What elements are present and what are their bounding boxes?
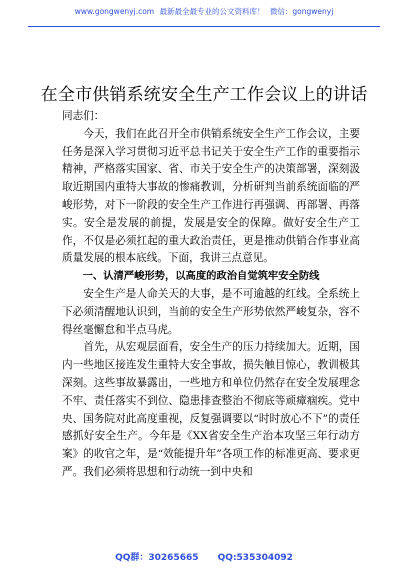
document-title: 在全市供销系统安全生产工作会议上的讲话 [40, 85, 368, 105]
qq-group-number: QQ群：30265665 [115, 553, 199, 563]
greeting: 同志们： [62, 110, 105, 122]
paragraph-2: 安全生产是人命关天的大事，是不可逾越的红线。全系统上下必须清醒地认识到，当前的安全生产形势依然严峻复杂，容不得丝毫懈怠和半点马虎。 [62, 287, 360, 336]
site-slogan: 最新最全最专业的公文资料库！ [159, 7, 265, 16]
section-heading-1: 一、认清严峻形势，以高度的政治自觉筑牢安全防线 [82, 270, 320, 283]
paragraph-intro: 今天，我们在此召开全市供销系统安全生产工作会议，主要任务是深入学习贯彻习近平总书记关于安全生产工作的重要指示精神，严格落实国家、省、市关于安全生产的决策部署，深刻汲取近期国内重特大事故的惨痛教训，分析研判当前系统面临的严峻形势，对下一阶段的安全生产工作进行再强调、再部署、再落实。安全是发展的前提，发展是安全的保障。做好安全生产工作，不仅是必须扛起的重大政治责任，更是推动供销合作事业高质量发展的根本底线。下面，我讲三点意见。 [62, 127, 360, 265]
site-header [0, 0, 408, 24]
header-divider [28, 26, 380, 27]
site-url-link[interactable]: www.gongwenyj.com [74, 7, 155, 16]
wechat-id: 微信：gongwenyj [269, 7, 334, 16]
document-body [62, 108, 360, 482]
contact-footer [0, 548, 408, 568]
paragraph-3: 首先，从宏观层面看，安全生产的压力持续加大。近期，国内一些地区接连发生重特大安全事故，损失触目惊心，教训极其深刻。这些事故暴露出，一些地方和单位仍然存在安全发展理念不牢、责任落实不到位、隐患排查整治不彻底等顽瘴痼疾。党中央、国务院对此高度重视，反复强调要以“时时放心不下”的责任感抓好安全生产。今年是《XX省安全生产治本攻坚三年行动方案》的收官之年，是“效能提升年”各项工作的标准更高、要求更严。我们必须将思想和行动统一到中央和 [62, 341, 360, 478]
qq-number: QQ:535304092 [217, 553, 293, 563]
